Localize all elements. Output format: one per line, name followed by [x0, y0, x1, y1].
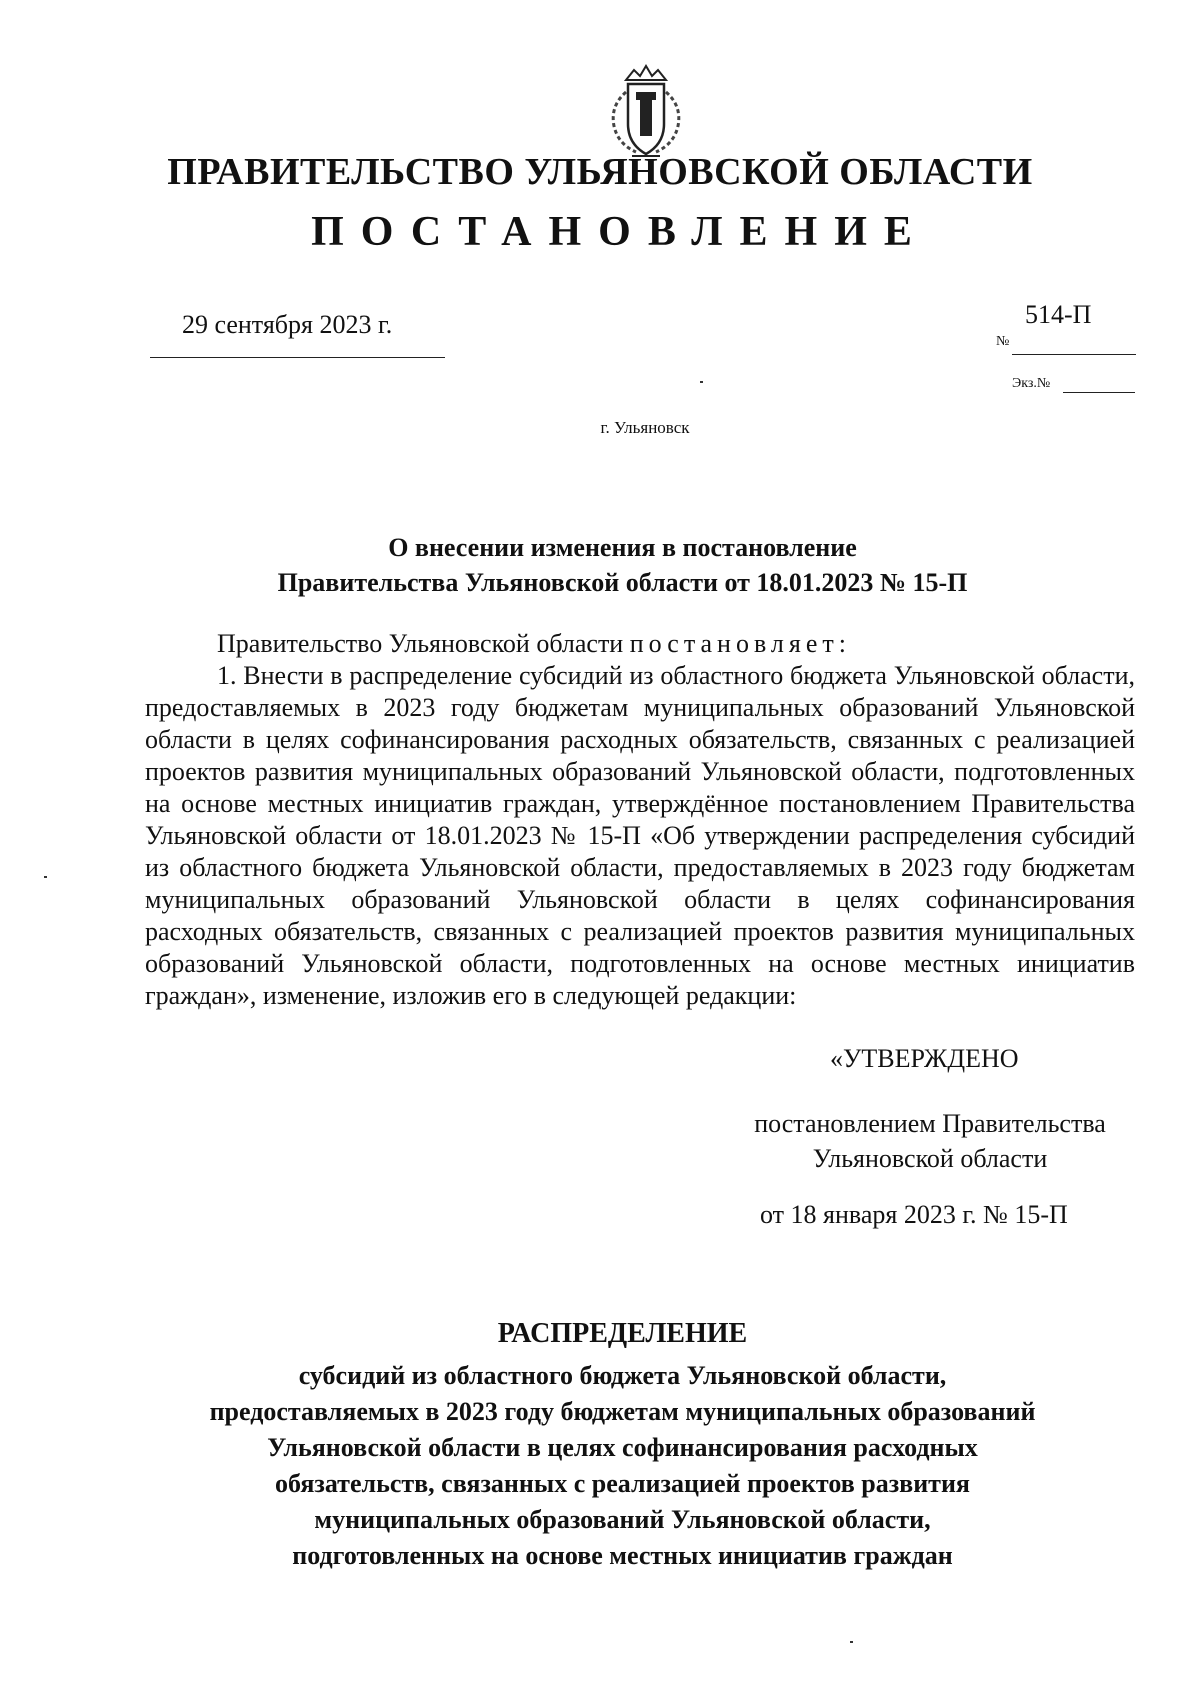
date-underline	[150, 357, 445, 358]
scan-speck	[700, 381, 703, 383]
distribution-line: подготовленных на основе местных инициатив граждан	[292, 1541, 953, 1570]
lead-paragraph	[145, 628, 1135, 660]
distribution-line: муниципальных образований Ульяновской области,	[314, 1505, 931, 1534]
government-title: ПРАВИТЕЛЬСТВО УЛЬЯНОВСКОЙ ОБЛАСТИ	[167, 151, 1033, 193]
approved-date: от 18 января 2023 г. № 15-П	[760, 1200, 1068, 1229]
distribution-line: обязательств, связанных с реализацией проектов развития	[274, 1469, 970, 1498]
resolves-word: постановляет:	[629, 629, 851, 658]
scan-speck	[850, 1641, 853, 1643]
distribution-title: РАСПРЕДЕЛЕНИЕ	[497, 1318, 748, 1349]
approved-by	[700, 1106, 1160, 1176]
distribution-line: субсидий из областного бюджета Ульяновской области,	[298, 1361, 947, 1390]
scan-speck	[44, 876, 47, 878]
distribution-line: Ульяновской области в целях софинансирования расходных	[267, 1433, 978, 1462]
decree-subject	[0, 530, 1200, 600]
lead-text: Правительство Ульяновской области	[217, 629, 630, 658]
decree-date: 29 сентября 2023 г.	[182, 310, 393, 339]
subject-line-2: Правительства Ульяновской области от 18.01.2023 № 15-П	[277, 568, 968, 597]
item-1-paragraph: 1. Внести в распределение субсидий из областного бюджета Ульяновской области, предоставляемых в 2023 году бюджетам муниципальных образований Ульяновской области в целях софинансирования расходных обязательств, связанных с реализацией проектов развития муниципальных образований Ульяновской области, подготовленных на основе местных инициатив граждан, утверждённое постановлением Правительства Ульяновской области от 18.01.2023 № 15-П «Об утверждении распределения субсидий из областного бюджета Ульяновской области, предоставляемых в 2023 году бюджетам муниципальных образований Ульяновской области в целях софинансирования расходных обязательств, связанных с реализацией проектов развития муниципальных образований Ульяновской области, подготовленных на основе местных инициатив граждан», изменение, изложив его в следующей редакции:	[145, 661, 1135, 1010]
coat-of-arms-emblem	[596, 62, 696, 162]
approved-by-line-2: Ульяновской области	[812, 1144, 1048, 1173]
number-sign: №	[996, 334, 1010, 349]
copy-number-label: Экз.№	[1012, 376, 1051, 391]
copy-number-underline	[1063, 392, 1135, 393]
city-name: г. Ульяновск	[600, 418, 690, 437]
subject-line-1: О внесении изменения в постановление	[388, 533, 857, 562]
approved-by-line-1: постановлением Правительства	[754, 1109, 1106, 1138]
number-underline	[1012, 354, 1136, 355]
document-type-title: ПОСТАНОВЛЕНИЕ	[311, 209, 929, 255]
approved-stamp-text: «УТВЕРЖДЕНО	[830, 1044, 1019, 1073]
distribution-line: предоставляемых в 2023 году бюджетам муниципальных образований	[209, 1397, 1036, 1426]
decree-body	[145, 628, 1135, 1012]
distribution-subtitle	[0, 1358, 1200, 1574]
decree-number: 514-П	[1025, 300, 1092, 329]
